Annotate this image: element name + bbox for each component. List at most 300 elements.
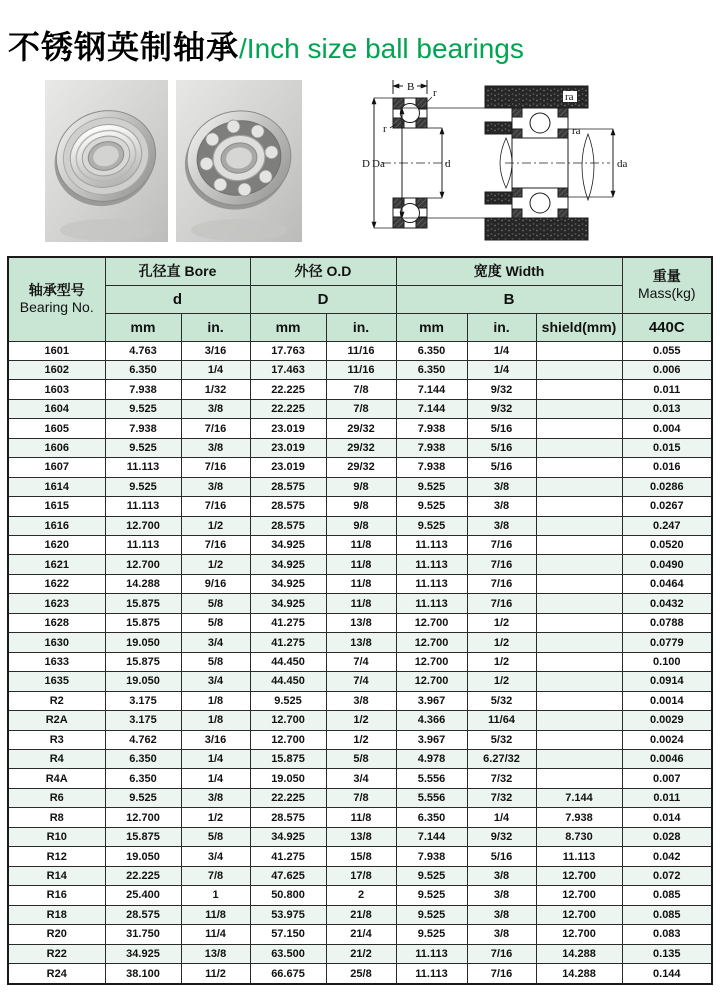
value-cell: 28.575 — [250, 516, 326, 535]
value-cell: 3.967 — [396, 730, 467, 749]
value-cell: 1/2 — [326, 730, 396, 749]
header-symbol-D: D — [250, 285, 396, 313]
table-row — [8, 711, 712, 730]
value-cell: 28.575 — [250, 477, 326, 496]
value-cell: 22.225 — [250, 380, 326, 399]
value-cell: 12.700 — [396, 613, 467, 632]
header-group-bore: 孔径直 Bore — [105, 257, 250, 285]
value-cell: 9/32 — [467, 827, 536, 846]
value-cell — [536, 360, 622, 379]
value-cell: 7/16 — [467, 594, 536, 613]
bearing-no-cell: 1628 — [8, 613, 105, 632]
value-cell: 21/8 — [326, 905, 396, 924]
value-cell: 9/8 — [326, 516, 396, 535]
value-cell: 0.0464 — [622, 574, 712, 593]
value-cell: 28.575 — [250, 808, 326, 827]
bearing-no-cell: R20 — [8, 925, 105, 944]
value-cell: 5/32 — [467, 730, 536, 749]
value-cell: 3/8 — [467, 477, 536, 496]
value-cell: 0.0024 — [622, 730, 712, 749]
value-cell: 11.113 — [396, 555, 467, 574]
value-cell — [536, 458, 622, 477]
value-cell: 5/32 — [467, 691, 536, 710]
bearing-no-cell: 1615 — [8, 497, 105, 516]
value-cell: 6.27/32 — [467, 750, 536, 769]
value-cell: 1/2 — [467, 633, 536, 652]
value-cell: 11/64 — [467, 711, 536, 730]
page-title — [8, 22, 524, 68]
value-cell: 5/16 — [467, 847, 536, 866]
table-row — [8, 691, 712, 710]
dim-label-ra-mid: ra — [572, 125, 581, 137]
value-cell: 11.113 — [396, 574, 467, 593]
table-row — [8, 574, 712, 593]
value-cell: 0.0029 — [622, 711, 712, 730]
bearing-no-cell: 1635 — [8, 672, 105, 691]
value-cell: 9/8 — [326, 477, 396, 496]
value-cell: 6.350 — [396, 360, 467, 379]
value-cell: 41.275 — [250, 847, 326, 866]
table-row — [8, 497, 712, 516]
value-cell: 28.575 — [250, 497, 326, 516]
value-cell: 7/8 — [326, 380, 396, 399]
table-row — [8, 847, 712, 866]
table-row — [8, 341, 712, 360]
table-row — [8, 419, 712, 438]
value-cell: 0.100 — [622, 652, 712, 671]
value-cell: 15.875 — [105, 613, 181, 632]
value-cell: 0.013 — [622, 399, 712, 418]
table-row — [8, 613, 712, 632]
value-cell: 7/8 — [326, 399, 396, 418]
value-cell: 23.019 — [250, 438, 326, 457]
table-row — [8, 964, 712, 985]
value-cell: 17.763 — [250, 341, 326, 360]
value-cell: 1/8 — [181, 691, 250, 710]
value-cell: 12.700 — [105, 555, 181, 574]
bearing-no-cell: R2 — [8, 691, 105, 710]
bearing-no-cell: 1601 — [8, 341, 105, 360]
value-cell: 3/4 — [326, 769, 396, 788]
value-cell: 15.875 — [105, 827, 181, 846]
value-cell: 7/16 — [181, 419, 250, 438]
value-cell: 1/8 — [181, 711, 250, 730]
value-cell: 0.042 — [622, 847, 712, 866]
value-cell: 7.938 — [536, 808, 622, 827]
bearing-no-cell: R24 — [8, 964, 105, 985]
value-cell: 21/4 — [326, 925, 396, 944]
value-cell — [536, 691, 622, 710]
value-cell: 3/8 — [467, 886, 536, 905]
value-cell: 22.225 — [250, 399, 326, 418]
bearing-reflection — [191, 219, 287, 241]
value-cell: 1/2 — [467, 652, 536, 671]
value-cell: 1/4 — [181, 750, 250, 769]
value-cell: 3.175 — [105, 711, 181, 730]
value-cell: 0.004 — [622, 419, 712, 438]
bearing-no-cell: R4A — [8, 769, 105, 788]
table-row — [8, 905, 712, 924]
bearing-no-cell: 1604 — [8, 399, 105, 418]
value-cell: 11.113 — [396, 594, 467, 613]
value-cell: 3/16 — [181, 730, 250, 749]
value-cell: 29/32 — [326, 438, 396, 457]
bearing-no-cell: 1602 — [8, 360, 105, 379]
value-cell: 15.875 — [250, 750, 326, 769]
value-cell: 4.366 — [396, 711, 467, 730]
value-cell: 0.0779 — [622, 633, 712, 652]
value-cell: 12.700 — [105, 808, 181, 827]
value-cell — [536, 730, 622, 749]
bearing-no-cell: 1607 — [8, 458, 105, 477]
value-cell: 7/32 — [467, 769, 536, 788]
bearing-no-cell: 1622 — [8, 574, 105, 593]
table-row — [8, 380, 712, 399]
value-cell: 63.500 — [250, 944, 326, 963]
value-cell: 6.350 — [396, 341, 467, 360]
value-cell: 34.925 — [250, 555, 326, 574]
table-row — [8, 788, 712, 807]
value-cell: 7/16 — [467, 964, 536, 985]
bearing-no-cell: 1620 — [8, 536, 105, 555]
bearing-no-cell: 1630 — [8, 633, 105, 652]
value-cell: 11.113 — [396, 964, 467, 985]
value-cell: 7.938 — [396, 847, 467, 866]
value-cell: 22.225 — [250, 788, 326, 807]
value-cell: 3/8 — [181, 477, 250, 496]
value-cell: 9.525 — [250, 691, 326, 710]
value-cell: 23.019 — [250, 458, 326, 477]
value-cell: 14.288 — [105, 574, 181, 593]
value-cell: 3/8 — [467, 925, 536, 944]
dim-label-d: d — [445, 158, 451, 170]
value-cell: 11.113 — [105, 536, 181, 555]
value-cell: 3/4 — [181, 672, 250, 691]
value-cell: 3/4 — [181, 847, 250, 866]
value-cell — [536, 769, 622, 788]
value-cell: 21/2 — [326, 944, 396, 963]
value-cell — [536, 399, 622, 418]
table-row — [8, 555, 712, 574]
value-cell: 5/16 — [467, 458, 536, 477]
value-cell — [536, 594, 622, 613]
value-cell: 9/8 — [326, 497, 396, 516]
value-cell: 11/16 — [326, 360, 396, 379]
value-cell: 19.050 — [105, 847, 181, 866]
value-cell: 0.085 — [622, 905, 712, 924]
value-cell — [536, 672, 622, 691]
value-cell: 29/32 — [326, 458, 396, 477]
header-group-od: 外径 O.D — [250, 257, 396, 285]
header-bearing-no-en: Bearing No. — [19, 299, 94, 316]
bearing-no-cell: 1616 — [8, 516, 105, 535]
value-cell: 9.525 — [396, 886, 467, 905]
bearing-section-diagram — [362, 80, 451, 228]
value-cell: 12.700 — [250, 730, 326, 749]
value-cell — [536, 555, 622, 574]
value-cell: 3/8 — [181, 399, 250, 418]
value-cell: 19.050 — [105, 672, 181, 691]
table-row — [8, 730, 712, 749]
dim-label-B: B — [407, 81, 415, 93]
header-mass-en: Mass(kg) — [638, 285, 696, 302]
table-row — [8, 477, 712, 496]
bearing-no-cell: 1605 — [8, 419, 105, 438]
value-cell: 0.0267 — [622, 497, 712, 516]
value-cell: 9.525 — [105, 477, 181, 496]
value-cell — [536, 574, 622, 593]
value-cell: 7.938 — [396, 458, 467, 477]
bearing-no-cell: 1614 — [8, 477, 105, 496]
table-row — [8, 652, 712, 671]
value-cell: 3.967 — [396, 691, 467, 710]
value-cell: 17.463 — [250, 360, 326, 379]
table-row — [8, 594, 712, 613]
value-cell: 7/16 — [181, 458, 250, 477]
bearing-reflection — [60, 219, 152, 241]
value-cell: 9.525 — [396, 925, 467, 944]
value-cell: 12.700 — [396, 633, 467, 652]
value-cell: 7/16 — [467, 944, 536, 963]
header-unit-od-in: in. — [326, 313, 396, 341]
header-unit-width-mm: mm — [396, 313, 467, 341]
header-bearing-no — [8, 257, 105, 341]
value-cell: 5/8 — [326, 750, 396, 769]
value-cell: 12.700 — [250, 711, 326, 730]
table-row — [8, 672, 712, 691]
value-cell: 0.055 — [622, 341, 712, 360]
value-cell: 15.875 — [105, 652, 181, 671]
value-cell: 53.975 — [250, 905, 326, 924]
value-cell: 1/2 — [467, 672, 536, 691]
value-cell: 12.700 — [105, 516, 181, 535]
bearing-no-cell: R8 — [8, 808, 105, 827]
header-mass-grade: 440C — [622, 313, 712, 341]
value-cell: 11/8 — [326, 574, 396, 593]
value-cell: 44.450 — [250, 672, 326, 691]
value-cell — [536, 711, 622, 730]
table-row — [8, 750, 712, 769]
dim-label-ra-top: ra — [565, 91, 574, 103]
page-title-chinese: 不锈钢英制轴承 — [8, 29, 240, 65]
value-cell: 47.625 — [250, 866, 326, 885]
value-cell: 50.800 — [250, 886, 326, 905]
value-cell: 6.350 — [105, 769, 181, 788]
value-cell: 31.750 — [105, 925, 181, 944]
value-cell: 7.144 — [536, 788, 622, 807]
value-cell: 0.0014 — [622, 691, 712, 710]
value-cell: 7/8 — [326, 788, 396, 807]
value-cell: 13/8 — [326, 633, 396, 652]
value-cell: 11/8 — [326, 536, 396, 555]
value-cell: 0.085 — [622, 886, 712, 905]
value-cell: 22.225 — [105, 866, 181, 885]
value-cell: 11.113 — [396, 536, 467, 555]
bearing-dimension-diagrams — [360, 78, 720, 245]
value-cell: 0.0520 — [622, 536, 712, 555]
value-cell: 23.019 — [250, 419, 326, 438]
table-row — [8, 925, 712, 944]
value-cell: 0.247 — [622, 516, 712, 535]
dim-label-r-top: r — [433, 87, 437, 99]
value-cell: 3/8 — [467, 866, 536, 885]
value-cell: 28.575 — [105, 905, 181, 924]
bearing-no-cell: R3 — [8, 730, 105, 749]
value-cell: 1/4 — [467, 360, 536, 379]
table-row — [8, 866, 712, 885]
value-cell: 34.925 — [250, 536, 326, 555]
header-group-width: 宽度 Width — [396, 257, 622, 285]
table-row — [8, 886, 712, 905]
value-cell: 41.275 — [250, 613, 326, 632]
dim-label-D: D — [362, 158, 370, 170]
value-cell: 41.275 — [250, 633, 326, 652]
value-cell: 12.700 — [536, 905, 622, 924]
value-cell: 7/4 — [326, 672, 396, 691]
value-cell: 12.700 — [536, 886, 622, 905]
value-cell: 11/16 — [326, 341, 396, 360]
bearing-no-cell: R2A — [8, 711, 105, 730]
value-cell: 1/2 — [326, 711, 396, 730]
bearing-no-cell: R4 — [8, 750, 105, 769]
table-row — [8, 808, 712, 827]
value-cell: 3/8 — [467, 516, 536, 535]
value-cell: 19.050 — [105, 633, 181, 652]
value-cell: 25/8 — [326, 964, 396, 985]
value-cell: 15.875 — [105, 594, 181, 613]
header-symbol-d: d — [105, 285, 250, 313]
value-cell: 5/8 — [181, 613, 250, 632]
value-cell: 11/8 — [326, 555, 396, 574]
value-cell: 6.350 — [105, 360, 181, 379]
value-cell: 0.0914 — [622, 672, 712, 691]
value-cell: 34.925 — [250, 594, 326, 613]
dim-label-r-left: r — [383, 123, 387, 135]
value-cell: 14.288 — [536, 944, 622, 963]
value-cell: 3/8 — [467, 497, 536, 516]
value-cell: 38.100 — [105, 964, 181, 985]
value-cell: 6.350 — [105, 750, 181, 769]
header-row-symbols — [8, 285, 712, 313]
value-cell: 29/32 — [326, 419, 396, 438]
value-cell: 2 — [326, 886, 396, 905]
value-cell: 3/8 — [181, 438, 250, 457]
value-cell: 0.135 — [622, 944, 712, 963]
header-bearing-no-zh: 轴承型号 — [28, 281, 85, 298]
table-row — [8, 438, 712, 457]
value-cell: 7.144 — [396, 380, 467, 399]
value-cell: 7.938 — [396, 438, 467, 457]
dim-label-da: da — [617, 158, 628, 170]
value-cell — [536, 341, 622, 360]
header-unit-shield: shield(mm) — [536, 313, 622, 341]
value-cell — [536, 516, 622, 535]
value-cell: 11.113 — [536, 847, 622, 866]
value-cell: 6.350 — [396, 808, 467, 827]
value-cell: 7/16 — [181, 497, 250, 516]
value-cell: 14.288 — [536, 964, 622, 985]
value-cell: 1/4 — [467, 341, 536, 360]
value-cell: 0.014 — [622, 808, 712, 827]
value-cell: 9.525 — [396, 497, 467, 516]
value-cell: 3.175 — [105, 691, 181, 710]
table-row — [8, 399, 712, 418]
bearing-no-cell: R16 — [8, 886, 105, 905]
value-cell: 66.675 — [250, 964, 326, 985]
value-cell: 13/8 — [181, 944, 250, 963]
value-cell: 9/32 — [467, 380, 536, 399]
bearing-no-cell: R12 — [8, 847, 105, 866]
value-cell: 0.007 — [622, 769, 712, 788]
bearing-no-cell: 1621 — [8, 555, 105, 574]
value-cell: 11.113 — [105, 497, 181, 516]
value-cell: 5.556 — [396, 769, 467, 788]
table-header — [8, 257, 712, 341]
value-cell: 5/8 — [181, 827, 250, 846]
value-cell: 0.083 — [622, 925, 712, 944]
bearing-no-cell: R14 — [8, 866, 105, 885]
value-cell: 0.011 — [622, 788, 712, 807]
value-cell: 1/2 — [181, 555, 250, 574]
value-cell: 11/8 — [326, 594, 396, 613]
value-cell: 3/4 — [181, 633, 250, 652]
value-cell: 34.925 — [105, 944, 181, 963]
value-cell: 8.730 — [536, 827, 622, 846]
table-row — [8, 516, 712, 535]
table-row — [8, 536, 712, 555]
value-cell: 9.525 — [396, 905, 467, 924]
value-cell: 9.525 — [105, 399, 181, 418]
header-unit-width-in: in. — [467, 313, 536, 341]
value-cell: 4.762 — [105, 730, 181, 749]
header-row-units — [8, 313, 712, 341]
value-cell: 0.0788 — [622, 613, 712, 632]
value-cell: 7.938 — [105, 380, 181, 399]
value-cell: 12.700 — [396, 652, 467, 671]
value-cell: 0.144 — [622, 964, 712, 985]
value-cell: 3/8 — [326, 691, 396, 710]
table-row — [8, 360, 712, 379]
value-cell: 13/8 — [326, 827, 396, 846]
table-row — [8, 944, 712, 963]
value-cell: 44.450 — [250, 652, 326, 671]
bearing-no-cell: 1603 — [8, 380, 105, 399]
table-row — [8, 633, 712, 652]
value-cell: 7/16 — [181, 536, 250, 555]
value-cell: 5/8 — [181, 594, 250, 613]
header-mass — [622, 257, 712, 313]
value-cell: 5/16 — [467, 438, 536, 457]
value-cell — [536, 497, 622, 516]
value-cell — [536, 419, 622, 438]
value-cell: 7.938 — [396, 419, 467, 438]
value-cell: 0.028 — [622, 827, 712, 846]
bearing-no-cell: 1606 — [8, 438, 105, 457]
header-symbol-B: B — [396, 285, 622, 313]
value-cell: 1/32 — [181, 380, 250, 399]
value-cell: 13/8 — [326, 613, 396, 632]
value-cell: 1 — [181, 886, 250, 905]
value-cell: 7/32 — [467, 788, 536, 807]
value-cell: 7/4 — [326, 652, 396, 671]
value-cell: 1/4 — [181, 769, 250, 788]
value-cell: 9/16 — [181, 574, 250, 593]
value-cell: 7/16 — [467, 555, 536, 574]
value-cell: 0.015 — [622, 438, 712, 457]
bearing-no-cell: R18 — [8, 905, 105, 924]
header-unit-bore-in: in. — [181, 313, 250, 341]
bearing-no-cell: R6 — [8, 788, 105, 807]
